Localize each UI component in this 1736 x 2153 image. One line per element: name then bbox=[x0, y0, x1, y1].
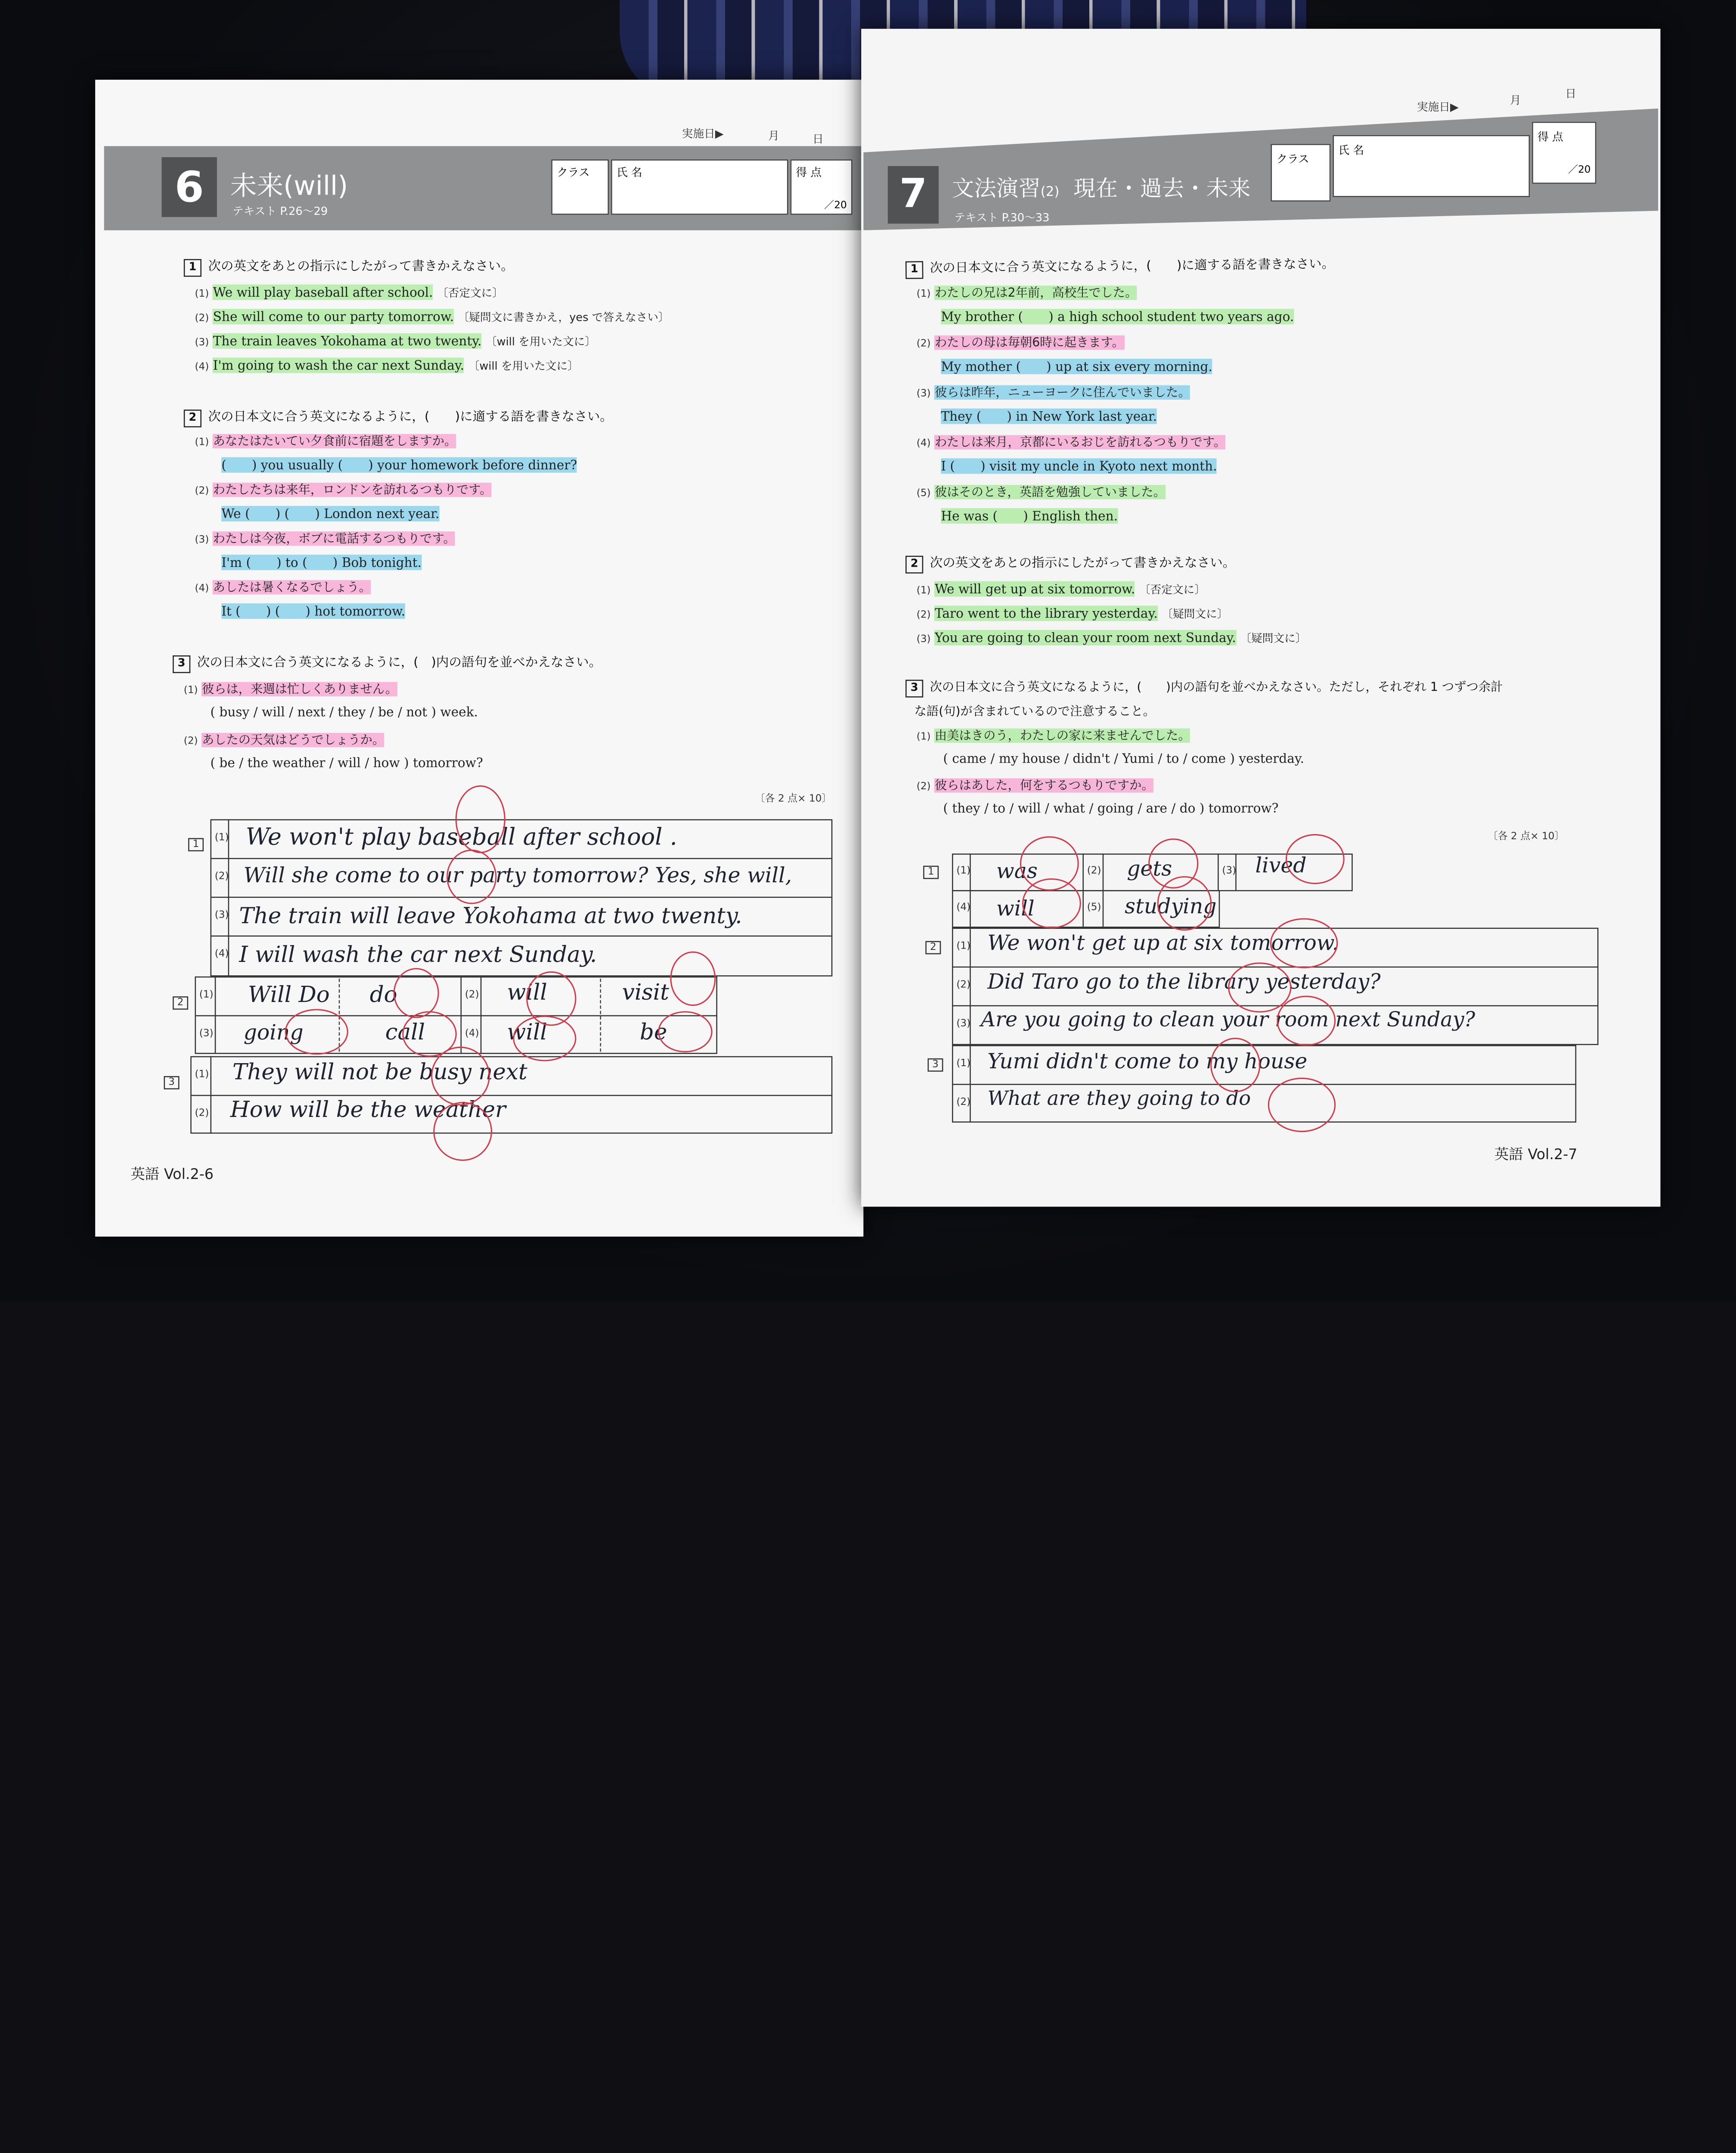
q-cond: 〔疑問文に書きかえ，yes で答えなさい〕 bbox=[458, 312, 670, 325]
ans-num: (3) bbox=[1222, 866, 1237, 877]
s3-instr-text: 次の日本文に合う英文になるように，( )内の語句を並べかえなさい。ただし，それぞれ 1 つずつ余計 bbox=[930, 679, 1503, 695]
q-num: (2) bbox=[916, 338, 931, 350]
q-jp: 彼らは昨年，ニューヨークに住んでいました。 bbox=[934, 385, 1190, 400]
q-num: (1) bbox=[916, 732, 931, 743]
q-en: He was ( ) English then. bbox=[941, 508, 1118, 524]
date-day: 日 bbox=[1565, 88, 1577, 101]
q-en: ( ) you usually ( ) your homework before dinner? bbox=[221, 457, 577, 473]
name-label: 氏 名 bbox=[617, 167, 642, 180]
date-label: 実施日▶ bbox=[1417, 102, 1459, 114]
unit-title: 未来(will) bbox=[230, 170, 348, 202]
q-num: (4) bbox=[195, 362, 209, 373]
ans-num: (1) bbox=[956, 941, 971, 952]
red-circle bbox=[1211, 1039, 1260, 1092]
q-jp: あしたは暑くなるでしょう。 bbox=[213, 580, 372, 595]
answer-2-1: We won't get up at six tomorrow. bbox=[987, 931, 1339, 956]
q-jp: 彼らはあした，何をするつもりですか。 bbox=[934, 778, 1154, 793]
answer-1-2: Will she come to our party tomorrow? Yes, she will, bbox=[243, 863, 792, 888]
q-en: We ( ) ( ) London next year. bbox=[221, 506, 440, 521]
text-ref: テキスト P.30～33 bbox=[954, 212, 1050, 225]
ans-num: (5) bbox=[1087, 902, 1101, 914]
answer-2-1b: do bbox=[369, 980, 397, 1008]
q-num: (4) bbox=[195, 583, 209, 595]
ans-num: (2) bbox=[956, 1097, 971, 1108]
date-month: 月 bbox=[1510, 95, 1521, 108]
answer-1-4: I will wash the car next Sunday. bbox=[239, 941, 597, 968]
red-marks bbox=[95, 80, 863, 1237]
ans-num: (3) bbox=[956, 1018, 971, 1030]
q-en: My mother ( ) up at six every morning. bbox=[941, 359, 1212, 374]
q-num: (1) bbox=[195, 437, 209, 449]
page-footer: 英語 Vol.2-6 bbox=[130, 1166, 214, 1184]
s2-number: 2 bbox=[905, 556, 923, 574]
red-circle bbox=[456, 786, 505, 852]
q-jp: 彼らは，来週は忙しくありません。 bbox=[202, 682, 398, 697]
score-total: ／20 bbox=[1568, 165, 1591, 176]
ans-num: (1) bbox=[195, 1069, 209, 1081]
q-num: (5) bbox=[916, 488, 931, 499]
s3-instruction-2: な語(句)が含まれているので注意すること。 bbox=[914, 704, 1156, 719]
s1-number: 1 bbox=[184, 259, 202, 277]
red-circle bbox=[432, 1047, 490, 1105]
s1-number: 1 bbox=[905, 261, 924, 279]
q-num: (3) bbox=[195, 338, 209, 349]
q-text: You are going to clean your room next Sunday. bbox=[934, 630, 1236, 645]
red-circle bbox=[285, 1010, 347, 1054]
q-jp: 由美はきのう，わたしの家に来ませんでした。 bbox=[934, 728, 1190, 743]
red-circle bbox=[1271, 919, 1337, 968]
red-circle bbox=[659, 1012, 712, 1052]
answer-2-2b: visit bbox=[622, 978, 669, 1005]
q-num: (1) bbox=[916, 586, 931, 597]
answer-1-3: The train will leave Yokohama at two twenty. bbox=[239, 902, 742, 929]
q-cond: 〔will を用いた文に〕 bbox=[468, 361, 579, 373]
q-num: (1) bbox=[195, 289, 209, 300]
red-circle bbox=[447, 850, 496, 903]
q-text: The train leaves Yokohama at two twenty. bbox=[213, 333, 482, 349]
answer-1-1: We won't play baseball after school . bbox=[245, 823, 677, 850]
score-label: 得 点 bbox=[1538, 131, 1563, 144]
ans-s3-label: 3 bbox=[164, 1076, 180, 1089]
q-en: I ( ) visit my uncle in Kyoto next month. bbox=[941, 458, 1217, 474]
q-num: (2) bbox=[195, 313, 209, 325]
red-circle bbox=[1149, 839, 1198, 888]
q-text: We will play baseball after school. bbox=[213, 284, 433, 300]
ans-s2-label: 2 bbox=[173, 996, 188, 1010]
s1-instr-text: 次の日本文に合う英文になるように，( )に適する語を書きなさい。 bbox=[930, 255, 1335, 276]
ans-s1-label: 1 bbox=[923, 866, 939, 879]
answer-1-3: lived bbox=[1255, 853, 1307, 878]
q-num: (3) bbox=[916, 634, 931, 645]
answer-2-2a: will bbox=[507, 978, 547, 1005]
q-jp: 彼はそのとき，英語を勉強していました。 bbox=[934, 485, 1166, 499]
q-num: (4) bbox=[916, 438, 931, 450]
q-cond: 〔will を用いた文に〕 bbox=[485, 336, 596, 349]
ans-num: (2) bbox=[465, 990, 479, 1001]
ans-num: (3) bbox=[214, 910, 229, 921]
red-circle bbox=[671, 952, 715, 1005]
page-footer: 英語 Vol.2-7 bbox=[1494, 1147, 1578, 1164]
ans-num: (2) bbox=[195, 1108, 209, 1120]
ans-num: (4) bbox=[214, 949, 229, 960]
ans-num: (3) bbox=[199, 1028, 214, 1040]
s3-number: 3 bbox=[905, 680, 923, 698]
answer-2-3b: call bbox=[385, 1018, 425, 1045]
q-jp: わたしの兄は2年前，高校生でした。 bbox=[934, 285, 1138, 300]
q-cond: 〔否定文に〕 bbox=[1139, 584, 1206, 597]
s2-instr-text: 次の英文をあとの指示にしたがって書きかえなさい。 bbox=[930, 555, 1236, 571]
q-cond: 〔否定文に〕 bbox=[437, 288, 504, 300]
score-label: 得 点 bbox=[796, 167, 822, 180]
red-circle bbox=[1020, 837, 1078, 890]
q-text: She will come to our party tomorrow. bbox=[213, 309, 454, 325]
ans-num: (2) bbox=[214, 871, 229, 883]
red-circle bbox=[514, 1016, 576, 1061]
answer-2-4b: be bbox=[640, 1018, 667, 1045]
q-num: (2) bbox=[916, 610, 931, 621]
name-label: 氏 名 bbox=[1338, 145, 1364, 158]
red-circle bbox=[1268, 1078, 1335, 1131]
red-circle bbox=[1286, 835, 1344, 884]
answer-2-3a: going bbox=[243, 1021, 304, 1045]
red-circle bbox=[394, 969, 438, 1018]
q-num: (1) bbox=[916, 289, 931, 300]
s3-q1-en: ( busy / will / next / they / be / not ) week. bbox=[210, 704, 478, 720]
q-num: (2) bbox=[916, 782, 931, 793]
q-cond: 〔疑問文に〕 bbox=[1162, 609, 1228, 621]
red-circle bbox=[1023, 879, 1081, 928]
q-num: (2) bbox=[195, 486, 209, 497]
answer-text: Will Do bbox=[248, 980, 330, 1008]
score-total: ／20 bbox=[824, 200, 847, 212]
answer-1-1: was bbox=[996, 859, 1038, 884]
q-jp: あしたの天気はどうでしょうか。 bbox=[202, 733, 385, 748]
unit-number: 7 bbox=[888, 166, 939, 224]
s2-number: 2 bbox=[184, 410, 202, 427]
points-note: 〔各 2 点× 10〕 bbox=[755, 794, 832, 805]
answer-1-4: will bbox=[996, 897, 1035, 921]
title-sub: (2) bbox=[1040, 183, 1060, 199]
answer-3-1: They will not be busy next bbox=[232, 1058, 527, 1085]
s3-instr-text: 次の日本文に合う英文になるように，( )内の語句を並べかえなさい。 bbox=[197, 654, 602, 670]
date-month: 月 bbox=[768, 130, 779, 143]
q-jp: わたしたちは来年，ロンドンを訪れるつもりです。 bbox=[213, 482, 492, 497]
q-num: (1) bbox=[183, 685, 198, 697]
text-ref: テキスト P.26～29 bbox=[232, 206, 328, 218]
answer-3-2: How will be the weather bbox=[230, 1096, 506, 1123]
answer-1-5: studying bbox=[1125, 894, 1217, 919]
ans-s1-label: 1 bbox=[188, 838, 204, 851]
q-text: Taro went to the library yesterday. bbox=[934, 605, 1158, 621]
ans-num: (4) bbox=[956, 902, 971, 914]
ans-num: (2) bbox=[956, 980, 971, 991]
s1-instr-text: 次の英文をあとの指示にしたがって書きかえなさい。 bbox=[208, 258, 514, 274]
q-en: It ( ) ( ) hot tomorrow. bbox=[221, 603, 406, 619]
ans-s3-label: 3 bbox=[927, 1058, 943, 1072]
ans-num: (4) bbox=[465, 1028, 479, 1040]
q-en: I'm ( ) to ( ) Bob tonight. bbox=[221, 555, 422, 571]
ans-num: (1) bbox=[214, 832, 229, 844]
left-page bbox=[95, 80, 863, 1237]
q-num: (3) bbox=[916, 388, 931, 400]
q-cond: 〔疑問文に〕 bbox=[1240, 633, 1307, 645]
q-en: They ( ) in New York last year. bbox=[941, 408, 1157, 424]
title-second: 現在・過去・未来 bbox=[1073, 175, 1251, 202]
s3-q2-en: ( be / the weather / will / how ) tomorrow? bbox=[210, 755, 483, 771]
q-jp: わたしは来月，京都にいるおじを訪れるつもりです。 bbox=[934, 435, 1226, 450]
answer-2-3: Are you going to clean your room next Sunday? bbox=[980, 1008, 1476, 1032]
right-page bbox=[861, 29, 1660, 1207]
ans-num: (1) bbox=[199, 990, 214, 1001]
red-marks bbox=[861, 29, 1660, 1207]
q-jp: わたしの母は毎朝6時に起きます。 bbox=[934, 335, 1124, 350]
red-circle bbox=[434, 1103, 492, 1160]
ans-num: (1) bbox=[956, 866, 971, 877]
ans-num: (1) bbox=[956, 1058, 971, 1070]
s3-q1-en: ( came / my house / didn't / Yumi / to / come ) yesterday. bbox=[943, 751, 1304, 766]
answer-1-2: gets bbox=[1127, 856, 1172, 881]
title-main: 文法演習 bbox=[952, 175, 1041, 202]
answer-2-4a: will bbox=[507, 1018, 547, 1045]
red-circle bbox=[1229, 963, 1291, 1012]
red-circle bbox=[1277, 996, 1335, 1045]
class-label: クラス bbox=[1276, 154, 1309, 166]
class-label: クラス bbox=[557, 167, 590, 180]
answer-3-2: What are they going to do bbox=[987, 1087, 1251, 1111]
s3-number: 3 bbox=[173, 655, 190, 673]
unit-number: 6 bbox=[161, 157, 217, 217]
s2-instr-text: 次の日本文に合う英文になるように，( )に適する語を書きなさい。 bbox=[208, 408, 613, 424]
q-num: (3) bbox=[195, 534, 209, 546]
answer-2-2: Did Taro go to the library yesterday? bbox=[987, 970, 1381, 994]
q-jp: あなたはたいてい夕食前に宿題をしますか。 bbox=[213, 434, 457, 449]
q-jp: わたしは今夜，ボブに電話するつもりです。 bbox=[213, 531, 456, 546]
q-text: We will get up at six tomorrow. bbox=[934, 581, 1135, 597]
q-en: My brother ( ) a high school student two years ago. bbox=[941, 309, 1294, 325]
date-day: 日 bbox=[812, 134, 824, 146]
points-note: 〔各 2 点× 10〕 bbox=[1488, 831, 1565, 843]
date-label: 実施日▶ bbox=[682, 128, 724, 141]
s3-q2-en: ( they / to / will / what / going / are / do ) tomorrow? bbox=[943, 800, 1279, 816]
q-num: (2) bbox=[183, 736, 198, 748]
ans-s2-label: 2 bbox=[925, 941, 941, 954]
q-text: I'm going to wash the car next Sunday. bbox=[213, 357, 465, 373]
answer-3-1: Yumi didn't come to my house bbox=[987, 1049, 1308, 1074]
ans-num: (2) bbox=[1087, 866, 1101, 877]
